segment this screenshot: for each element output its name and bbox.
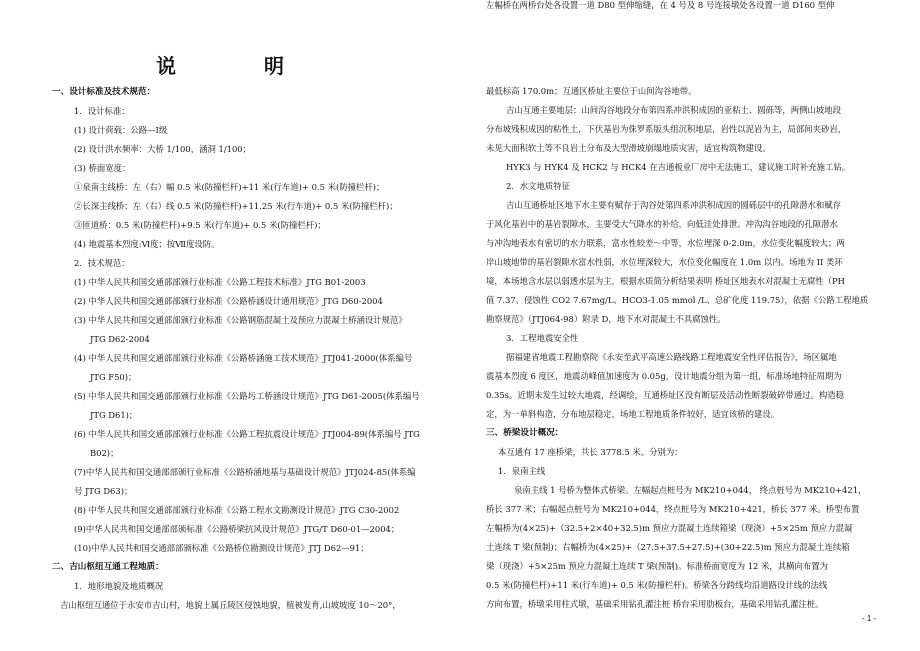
text-line: 1．泉南主线 <box>498 466 546 476</box>
text-line: 据福建省地震工程勘察院《永安至武平高速公路线路工程地震安全性评估报告》，场区属地 <box>506 352 837 362</box>
section-heading: 一、设计标准及技术规范： <box>52 87 156 97</box>
text-line: 与冲沟地表水有密切的水力联系，富水性较差～中等，水位埋深 0-2.0m，水位变化幅度较大；两 <box>486 238 845 248</box>
text-line: 2．技术规范： <box>74 258 130 268</box>
text-line: HYK3 与 HYK4 及 HCK2 与 HCK4 在吉通板业厂房中无法施工，建议施工时补充施工钻。 <box>506 162 851 172</box>
text-line: 吉山枢纽互通位于永安市吉山村，地貌上属丘陵区侵蚀地貌，植被发育,山坡坡度 10～20°， <box>60 600 401 610</box>
text-line: 分布坡残积成因的粘性土，下伏基岩为侏罗系版头组沉积地层，岩性以泥岩为主，局部间夹砂岩， <box>486 124 847 134</box>
page-title: 说 明 <box>156 54 318 78</box>
text-line: 吉山互通主要地层：山间沟谷地段分布第四系冲洪积成因的亚粘土、圆砾等，两侧山坡地段 <box>506 105 841 115</box>
text-line: 3．工程地震安全性 <box>506 333 579 343</box>
text-line: 0.35s。近期未发生过较大地震，经调绘，互通桥址区没有断层及活动性断裂破碎带通过。构造稳 <box>486 390 844 400</box>
text-line: (7)中华人民共和国交通部部颁行业标准《公路桥涵地基与基础设计规范》JTJ024-85(体系编 <box>74 467 416 477</box>
text-line: (3) 中华人民共和国交通部部颁行业标准《公路钢筋混凝土及预应力混凝土桥涵设计规范》 <box>74 315 407 325</box>
text-line: ①泉南主线桥：左（右）幅 0.5 米(防撞栏杆)+11 米(行车道)+ 0.5 米(防撞栏杆)； <box>74 182 385 192</box>
text-line: (2) 设计洪水频率：大桥 1/100，涵洞 1/100； <box>74 144 251 154</box>
text-line: 定，为一单斜构造，分布地层稳定，场地工程地质条件较好，适宜该桥的建设。 <box>486 409 780 419</box>
text-line: (9)中华人民共和国交通部部颁标准《公路桥梁抗风设计规范》JTG/T D60-01—2004； <box>74 524 400 534</box>
text-line: 2．水文地质特征 <box>506 181 570 191</box>
text-line: JTG F50)； <box>90 372 137 382</box>
text-line: (10)中华人民共和国交通部部颁标准《公路桥位勘测设计规范》JTJ D62—91； <box>74 543 369 553</box>
text-line: 泉南主线 1 号桥为整体式桥梁。左幅起点桩号为 MK210+044， 终点桩号为 MK210+421， <box>514 485 867 495</box>
page-number: - 1 - <box>862 614 877 623</box>
text-line: JTG D62-2004 <box>90 334 150 344</box>
text-line: 桥长 377 米；右幅起点桩号为 MK210+044，终点桩号为 MK210+421，桥长 377 米。桥型布置 <box>486 504 860 514</box>
text-line: 于风化基岩中的基岩裂隙水，主要受大气降水的补给，向低洼处排泄。冲沟沟谷地段的孔隙潜水 <box>486 219 838 229</box>
section-heading: 二、吉山枢纽互通工程地质： <box>52 562 164 572</box>
text-line: 1．地形地貌及地质概况 <box>74 581 164 591</box>
text-line: ②长深主线桥：左（右）线 0.5 米(防撞栏杆)+11.25 米(行车道)+ 0.5 米(防撞栏杆)； <box>74 201 398 211</box>
text-line: 勘察规范》（JTJ064-98）附录 D，地下水对混凝土不具腐蚀性。 <box>486 314 726 324</box>
text-line: 方向布置，桥墩采用柱式墩，基础采用钻孔灌注桩 桥台采用肋板台，基础采用钻孔灌注桩。 <box>486 599 824 609</box>
text-line: 岸山坡地带的基岩裂隙水富水性弱，水位埋深较大，水位变化幅度在 1.0m 以内。场地为 II 类环 <box>486 257 843 267</box>
text-line: (1) 中华人民共和国交通部部颁行业标准《公路工程技术标准》JTG B01-2003 <box>74 277 366 287</box>
text-line: 本互通有 17 座桥梁，共长 3778.5 米。分别为： <box>498 447 683 457</box>
text-line: 0.5 米(防撞栏杆)+11 米(行车道)+ 0.5 米(防撞栏杆)。桥梁各分跨线均沿道路设计线的法线 <box>486 580 828 590</box>
text-line: 吉山互通桥址区地下水主要有赋存于沟谷处第四系冲洪积成因的圆砾层中的孔隙潜水和赋存 <box>506 200 841 210</box>
text-line: (3) 桥面宽度： <box>74 163 131 173</box>
text-line: 未见大面积软土等不良岩土分布及大型滑坡崩塌地质灾害，适宜构筑物建设。 <box>486 143 771 153</box>
text-line: 土连续 T 梁(预制)；右幅桥为(4×25)+（27.5+37.5+27.5)+(30+22.5)m 预应力混凝土连续箱 <box>486 542 850 552</box>
text-line: B02)； <box>90 448 119 458</box>
text-line: 值 7.37、侵蚀性 CO2 7.67mg/L、HCO3-1.05 mmol /L、总矿化度 119.75），依据《公路工程地质 <box>486 295 869 305</box>
text-line: 1．设计标准： <box>74 106 130 116</box>
text-line: ③匝道桥：0.5 米(防撞栏杆)+9.5 米(行车道)+ 0.5 米(防撞栏杆)； <box>74 220 326 230</box>
text-line: (2) 中华人民共和国交通部部颁行业标准《公路桥涵设计通用规范》JTG D60-2004 <box>74 296 383 306</box>
text-line: 号 JTG D63)； <box>74 486 133 496</box>
text-line: (6) 中华人民共和国交通部部颁行业标准《公路工程抗震设计规范》JTJ004-89(体系编号 JTG <box>74 429 420 439</box>
section-heading: 三、桥梁设计概况： <box>486 428 564 438</box>
text-line: (5) 中华人民共和国交通部部颁行业标准《公路圬工桥涵设计规范》JTG D61-2005(体系编号 <box>74 391 420 401</box>
text-line: (4) 中华人民共和国交通部部颁行业标准《公路桥涵施工技术规范》JTJ041-2000(体系编号 <box>74 353 413 363</box>
text-line: JTG D61)； <box>90 410 138 420</box>
text-line: 左幅桥为(4×25)+（32.5+2×40+32.5)m 预应力混凝土连续箱梁（现浇）+5×25m 预应力混凝 <box>486 523 853 533</box>
text-line: (8) 中华人民共和国交通部部颁行业标准《公路工程水文勘测设计规范》JTG C30-2002 <box>74 505 400 515</box>
text-line: (1) 设计荷载：公路—Ⅰ级 <box>74 125 168 135</box>
text-line: 震基本烈度 6 度区，地震动峰值加速度为 0.05g，设计地震分组为第一组，标准场地特征周期为 <box>486 371 842 381</box>
text-line: 梁（现浇）+5×25m 预应力混凝土连续 T 梁(预制)。标准桥面宽度为 12 米，其横向布置为 <box>486 561 829 571</box>
text-line: 最低标高 170.0m；互通区桥址主要位于山间沟谷地带。 <box>486 86 697 96</box>
text-line: 境，本场地含水层以弱透水层为主，根据水质简分析结果表明 桥址区地表水对混凝土无腐性（PH <box>486 276 845 286</box>
text-line: 左幅桥在两桥台处各设置一道 D80 型伸缩缝，在 4 号及 8 号连接墩处各设置一道 D160 型伸 <box>486 0 835 10</box>
text-line: (4) 地震基本烈度:Ⅵ度；按Ⅶ度设防。 <box>74 239 220 249</box>
